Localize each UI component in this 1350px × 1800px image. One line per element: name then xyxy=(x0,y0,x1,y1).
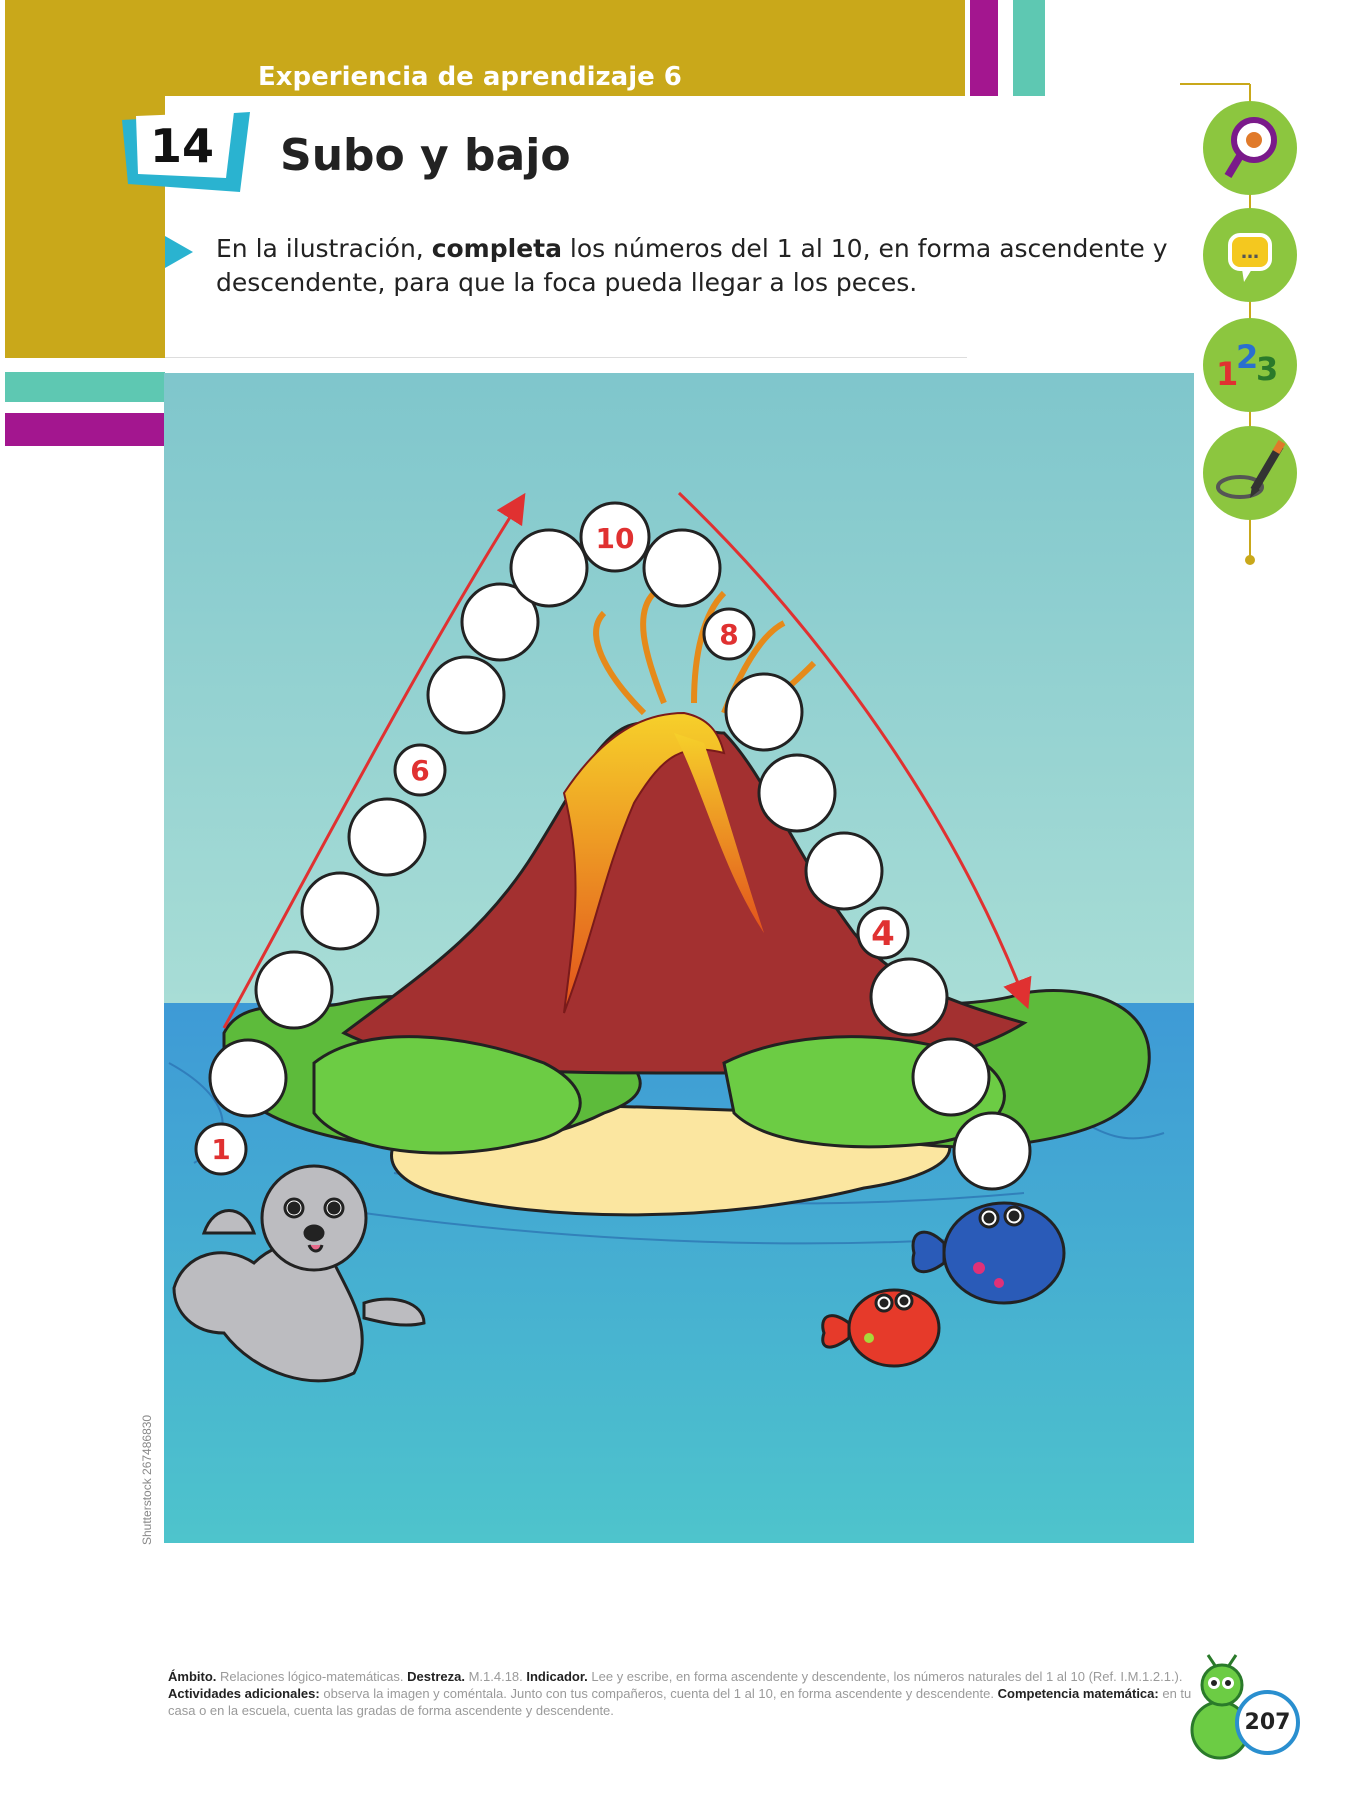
magnifier-icon xyxy=(1203,101,1297,195)
instruction-arrow-icon xyxy=(165,236,193,268)
purple-stripe xyxy=(970,0,998,96)
svg-text:1: 1 xyxy=(1216,355,1239,393)
skill-icon-rail xyxy=(1216,80,1340,570)
number-circle-13 xyxy=(726,674,802,750)
svg-text:…: … xyxy=(1241,242,1259,263)
number-circle-17 xyxy=(871,959,947,1035)
number-circle-2 xyxy=(210,1040,286,1116)
number-circle-11 xyxy=(644,530,720,606)
svg-text:2: 2 xyxy=(1236,338,1259,376)
footer-notes: Ámbito. Relaciones lógico-matemáticas. Destreza. M.1.4.18. Indicador. Lee y escribe, en forma ascendente y descendente, los números naturales del 1 al 10 (Ref. I.M.1.2.1.). Actividades adicionales: observa la imagen y coméntala. Junto con tus compañeros, cuenta del 1 al 10, en forma ascendente y descendente. Competencia matemática: en tu casa o en la escuela, cuenta las gradas de forma ascendente y descendente. xyxy=(168,1669,1192,1718)
number-10: 10 xyxy=(595,522,635,555)
number-circle-15 xyxy=(806,833,882,909)
number-circle-14 xyxy=(759,755,835,831)
lesson-number-badge xyxy=(122,112,262,192)
volcano-illustration xyxy=(164,373,1194,1543)
number-circle-18 xyxy=(913,1039,989,1115)
svg-text:3: 3 xyxy=(1256,350,1279,388)
page-title: Subo y bajo xyxy=(280,130,571,181)
numbers-123-icon xyxy=(1203,318,1297,412)
number-circle-4 xyxy=(302,873,378,949)
number-4: 4 xyxy=(871,914,895,954)
number-8: 8 xyxy=(719,618,739,651)
speech-bubble-icon xyxy=(1203,208,1297,302)
teal-stripe xyxy=(1013,0,1045,96)
number-circle-19 xyxy=(954,1113,1030,1189)
number-circle-7 xyxy=(428,657,504,733)
divider xyxy=(165,357,967,358)
pencil-icon xyxy=(1203,426,1297,520)
section-label: Experiencia de aprendizaje 6 xyxy=(258,62,682,92)
number-circle-9 xyxy=(511,530,587,606)
teal-stripe-left xyxy=(5,372,165,402)
number-1: 1 xyxy=(211,1133,231,1166)
page-number: 207 xyxy=(1235,1690,1300,1755)
number-circle-3 xyxy=(256,952,332,1028)
instruction-text: En la ilustración, completa los números del 1 al 10, en forma ascendente y descendente, para que la foca pueda llegar a los peces. xyxy=(216,234,1168,297)
purple-stripe-left xyxy=(5,413,165,446)
number-6: 6 xyxy=(410,754,430,787)
number-circle-5 xyxy=(349,799,425,875)
image-credit: Shutterstock 267486830 xyxy=(140,1414,154,1545)
lesson-number: 14 xyxy=(149,119,215,173)
